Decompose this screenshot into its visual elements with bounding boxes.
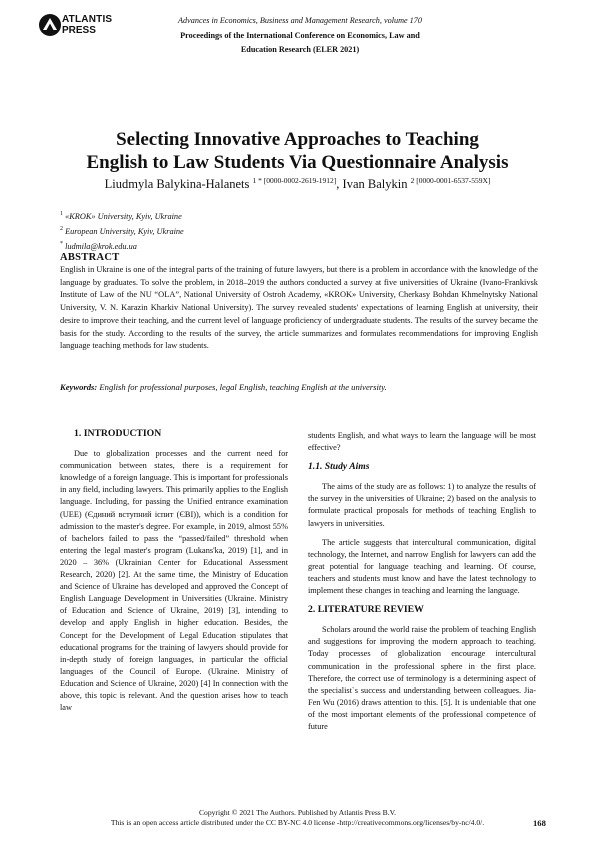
- affiliation-1-sup: 1: [60, 211, 63, 217]
- author-separator: ,: [336, 177, 343, 192]
- affiliation-2: [60, 223, 184, 238]
- author-1-sup: 1 * [0000-0002-2619-1912]: [252, 176, 337, 185]
- section-heading-literature-review: 2. LITERATURE REVIEW: [308, 604, 424, 616]
- copyright-line: Copyright © 2021 The Authors. Published by Atlantis Press B.V.: [198, 808, 397, 817]
- proceedings-line: Proceedings of the International Conference on Economics, Law and: [180, 30, 420, 40]
- author-2-name: Ivan Balykin: [342, 177, 408, 192]
- affiliations: [60, 208, 184, 252]
- publisher-logo: [38, 13, 113, 39]
- affiliation-1-text: «KROK» University, Kyiv, Ukraine: [65, 211, 182, 221]
- running-header: [150, 14, 450, 58]
- author-2-sup: 2 [0000-0001-6537-559X]: [410, 176, 491, 185]
- license-footer: [40, 808, 555, 828]
- abstract-heading: ABSTRACT: [60, 252, 120, 263]
- keywords-label: Keywords:: [60, 382, 98, 392]
- atlantis-press-logo-icon: [38, 13, 62, 37]
- page-number: 168: [533, 818, 546, 828]
- affiliation-2-text: European University, Kyiv, Ukraine: [65, 226, 184, 236]
- subsection-heading-study-aims: 1.1. Study Aims: [308, 461, 370, 473]
- email-sup: *: [60, 240, 63, 247]
- affiliation-2-sup: 2: [60, 225, 63, 232]
- author-line: [40, 176, 555, 192]
- keywords: [60, 381, 538, 393]
- study-aims-paragraph: The aims of the study are as follows: 1) to analyze the results of the survey in the universities of Ukraine; 2) based on the analysis to formulate practical proposals for methods of teaching English to lawyers in universities.: [308, 482, 536, 528]
- license-text: This is an open access article distributed under the CC BY-NC 4.0 license -http://creativecommons.org/licenses/by-nc/4.0/.: [110, 818, 485, 827]
- abstract-text: English in Ukraine is one of the integral parts of the training of future lawyers, but there is a problem in accordance with the knowledge of the language by graduates. To solve the problem, in 2018–2019 the authors conducted a survey at five universities of Ukraine (Ivano-Frankivsk Institute of Law of the NU “OLA”, National University of Ostroh Academy, «KROK» University, Cherkasy Bohdan Khmelnytsky National University, V. N. Karazin Kharkiv National University). The survey revealed students' expectations of learning English at university, their desire to improve their teaching, and the current level of language proficiency of undergraduate students. The results of the survey became the basis for the study. According to the results of the survey, the article summarizes and formulates recommendations for improving English language teaching methods for law students.: [60, 265, 538, 351]
- email-text: ludmila@krok.edu.ua: [65, 241, 137, 251]
- corresponding-email: [60, 238, 184, 253]
- logo-text-1: ATLANTIS: [62, 14, 113, 25]
- literature-review-paragraph: Scholars around the world raise the problem of teaching English and suggestions for improving the modern approach to teaching. Today processes of globalization encourage intercultural communication in the professional sphere in the first place. Therefore, the correct use of terminology is a determining aspect of the specialist`s success and understanding between colleagues. Jia-Fen Wu (2016) draws attention to this. [5]. It is undeniable that one of the most important elements of the professional competence of future: [308, 625, 536, 731]
- left-column: [60, 428, 288, 721]
- logo-text-2: PRESS: [62, 25, 96, 36]
- right-column: [308, 430, 536, 740]
- conference-line: Education Research (ELER 2021): [240, 45, 360, 54]
- paper-title: [40, 128, 555, 174]
- series-line: Advances in Economics, Business and Management Research, volume 170: [178, 16, 422, 25]
- continued-paragraph: students English, and what ways to learn the language will be most effective?: [308, 431, 536, 453]
- title-line-1: Selecting Innovative Approaches to Teaching: [116, 129, 479, 150]
- affiliation-1: [60, 208, 184, 223]
- introduction-paragraph: Due to globalization processes and the current need for communication between states, there is a requirement for knowledge of a foreign language. This is important for professionals in any field, including lawyers. This primarily applies to the English language. Including, for passing the Unified entrance examination (UEE) (Єдиний вступний іспит (ЄВІ)), which is a condition for admission to the master's degree. For example, in 2019, almost 55% of bachelors failed to pass the “passed/failed” threshold when entering the legal master's program (Lukans'ka, 2019) [1], and in 2020 – 36% (Ukrainian Center for Educational Assessment Research, 2020) [2]. At the same time, the Ministry of Education and Science of Ukraine has developed and approved the Concept of English Language Development in Universities (Ukraine. Ministry of Education and Science of Ukraine, 2019) [3], intending to develop and apply English in higher education. Besides, the Concept for the Development of Legal Education stipulates that educational programs for the training of lawyers should provide for in-depth study of foreign languages, in particular the official languages of the Council of Europe. (Ukraine. Ministry of Education and Science of Ukraine, 2020) [4] In connection with the above, this topic is relevant. And the question arises how to teach law: [60, 449, 288, 713]
- license-line: [40, 818, 555, 828]
- title-line-2: English to Law Students Via Questionnaire Analysis: [86, 152, 509, 173]
- keywords-text: English for professional purposes, legal English, teaching English at the university.: [97, 382, 387, 392]
- section-heading-introduction: 1. INTRODUCTION: [74, 428, 162, 439]
- author-1-name: Liudmyla Balykina-Halanets: [104, 177, 250, 192]
- article-suggests-paragraph: The article suggests that intercultural communication, digital technology, the Internet, and narrow English for lawyers can add the great potential for language teaching and learning. Of course, teachers and students must know and have the latest technology to implement these changes in teaching and learning the language.: [308, 537, 536, 596]
